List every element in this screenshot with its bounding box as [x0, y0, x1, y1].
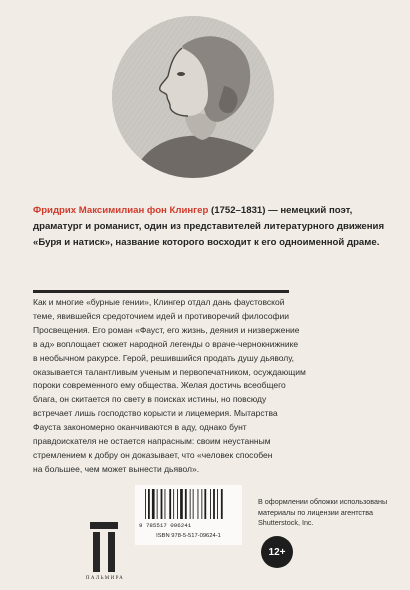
annotation-line: в необычном ракурсе. Герой, решившийся продать душу дьяволу,: [33, 352, 295, 363]
annotation-line: в ад» воплощает сюжет народной легенды о враче-чернокнижнике: [33, 338, 299, 349]
credit-line: материалы по лицензии агентства: [258, 507, 374, 517]
author-bio: [33, 203, 393, 250]
column-logo-icon: [90, 522, 118, 572]
section-divider: [33, 290, 289, 293]
credit-line: Shutterstock, Inc.: [258, 518, 314, 528]
annotation-line: блага, он скитается по свету в поисках истины, но повсюду: [33, 394, 267, 405]
annotation-line: Как и многие «бурные гении», Клингер отдал дань фаустовской: [33, 297, 285, 307]
annotation-line: теме, явившейся средоточием идей и противоречий философии: [33, 310, 290, 321]
annotation-line: оказывается талантливым ученым и первопечатником, осуждающим: [33, 366, 306, 377]
annotation-line: на большее, чем может вынести дьявол».: [33, 463, 200, 474]
publisher-logo: [82, 522, 126, 586]
age-rating-badge: 12+: [261, 536, 293, 568]
annotation-line: правдоискателя не остается напрасным: своим неустанным: [33, 436, 271, 447]
annotation-line: Просвещения. Его роман «Фауст, его жизнь, деяния и низвержение: [33, 324, 300, 335]
isbn-text: ISBN 978-5-517-09624-1: [156, 533, 221, 539]
credit-line: В оформлении обложки использованы: [258, 497, 388, 506]
book-annotation: [33, 296, 378, 477]
author-name: Фридрих Максимилиан фон Клингер: [33, 205, 209, 216]
portrait-engraving: [112, 16, 274, 178]
barcode: [135, 485, 242, 545]
annotation-line: встречает лишь господство корысти и лицемерия. Мытарства: [33, 408, 278, 419]
barcode-digits: 9 785517 096241: [139, 522, 192, 529]
publisher-name: ПАЛЬМИРА: [85, 576, 125, 581]
annotation-line: пороки современного ему общества. Желая достичь всеобщего: [33, 380, 286, 391]
annotation-line: стремлением к добру он доказывает, что «человек способен: [33, 449, 273, 460]
barcode-bars: [145, 489, 223, 519]
author-bio-text: (1752–1831) — немецкий поэт, драматург и романист, один из представителей литературного движения «Буря и натиск», название которого восходит к его одноименной драме.: [33, 205, 385, 248]
image-credit: [258, 497, 408, 529]
annotation-line: Фауста закономерно оканчиваются в аду, однако бунт: [33, 422, 247, 433]
author-portrait: [112, 16, 274, 178]
